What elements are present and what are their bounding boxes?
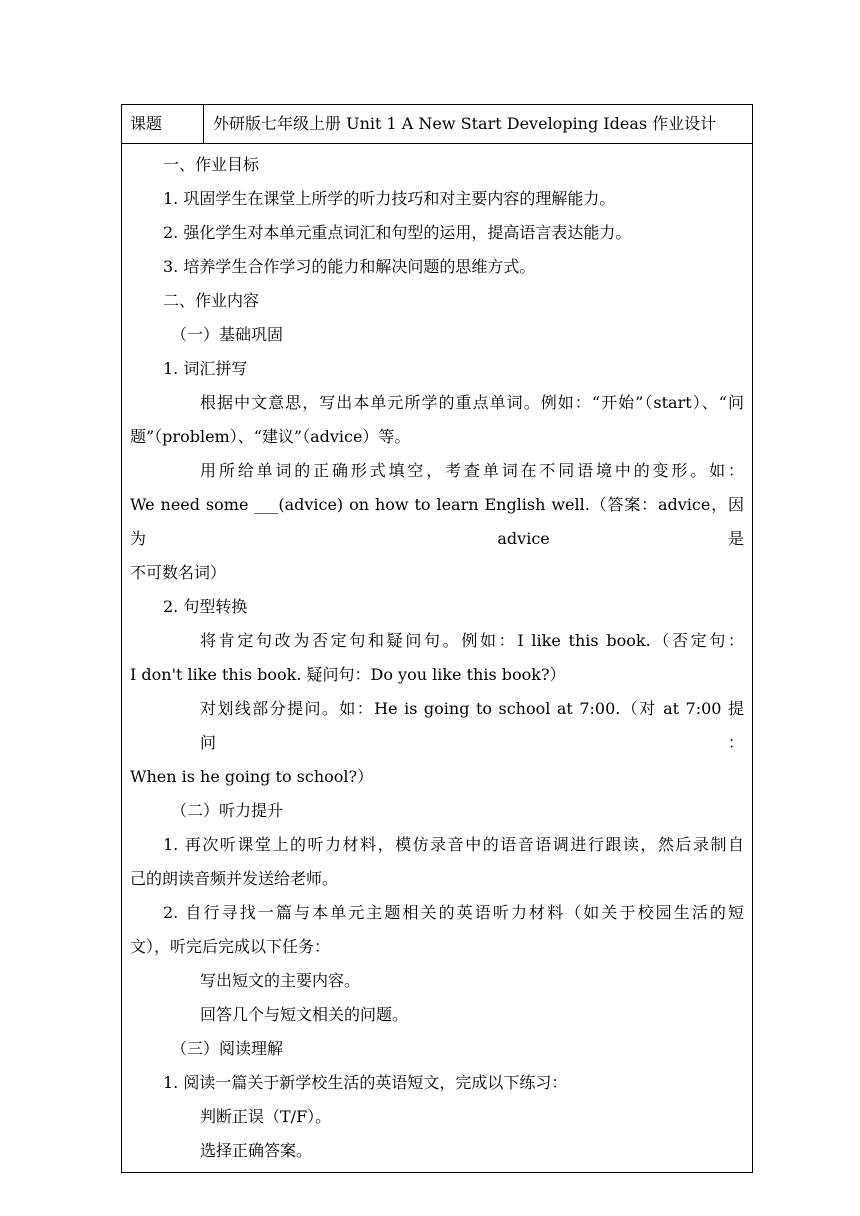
paragraph-line: 题”（problem）、“建议”（advice）等。 xyxy=(130,427,411,446)
item-heading: 2. 句型转换 xyxy=(163,597,248,616)
goal-item: 1. 巩固学生在课堂上所学的听力技巧和对主要内容的理解能力。 xyxy=(163,189,616,208)
item-heading: 1. 词汇拼写 xyxy=(163,359,248,378)
subsection-heading: （三）阅读理解 xyxy=(171,1039,284,1058)
topic-title: 外研版七年级上册 Unit 1 A New Start Developing Ideas 作业设计 xyxy=(204,105,753,144)
paragraph-line: When is he going to school?） xyxy=(130,767,374,786)
paragraph-line: 1. 再次听课堂上的听力材料，模仿录音中的语音语调进行跟读，然后录制自 xyxy=(163,835,744,854)
paragraph-line: 将肯定句改为否定句和疑问句。例如：I like this book.（否定句： xyxy=(200,631,744,650)
task-item: 判断正误（T/F）。 xyxy=(200,1107,332,1126)
subsection-heading: （一）基础巩固 xyxy=(171,325,284,344)
topic-label: 课题 xyxy=(122,105,204,144)
goal-item: 2. 强化学生对本单元重点词汇和句型的运用，提高语言表达能力。 xyxy=(163,223,632,242)
paragraph-line: 文），听完后完成以下任务： xyxy=(130,937,331,956)
paragraph-line: 不可数名词） xyxy=(130,563,227,582)
header-row xyxy=(122,105,753,144)
paragraph-line: I don't like this book. 疑问句：Do you like this book?） xyxy=(130,665,566,684)
paragraph-line: 己的朗读音频并发送给老师。 xyxy=(130,869,339,888)
task-item: 写出短文的主要内容。 xyxy=(200,971,361,990)
item-heading: 1. 阅读一篇关于新学校生活的英语短文，完成以下练习： xyxy=(163,1073,568,1092)
paragraph-line: 根据中文意思，写出本单元所学的重点单词。例如：“开始”（start）、“问 xyxy=(200,393,744,412)
paragraph-line: 2. 自行寻找一篇与本单元主题相关的英语听力材料（如关于校园生活的短 xyxy=(163,903,744,922)
content-cell xyxy=(122,144,753,1173)
task-item: 选择正确答案。 xyxy=(200,1141,313,1160)
paragraph-line: We need some ___(advice) on how to learn English well.（答案：advice，因为 advice 是 xyxy=(130,495,744,548)
section-heading-goals: 一、作业目标 xyxy=(163,155,260,174)
section-heading-content: 二、作业内容 xyxy=(163,291,260,310)
goal-item: 3. 培养学生合作学习的能力和解决问题的思维方式。 xyxy=(163,257,536,276)
paragraph-line: 用所给单词的正确形式填空，考查单词在不同语境中的变形。如： xyxy=(200,461,744,480)
task-item: 回答几个与短文相关的问题。 xyxy=(200,1005,409,1024)
homework-design-table xyxy=(121,104,753,1173)
content-row xyxy=(122,144,753,1173)
subsection-heading: （二）听力提升 xyxy=(171,801,284,820)
paragraph-line: 对划线部分提问。如：He is going to school at 7:00.（对 at 7:00 提问： xyxy=(200,699,744,752)
